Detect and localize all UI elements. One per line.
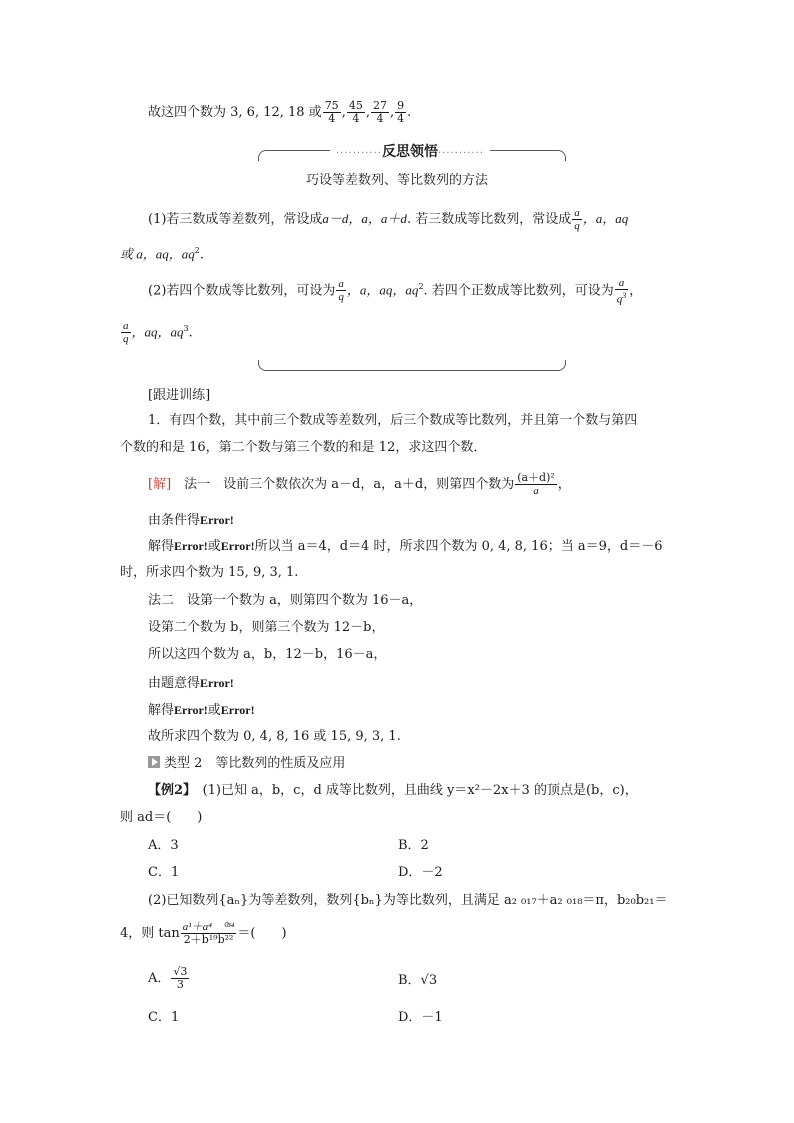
method-2-line-5: 解得Error!或Error!: [148, 703, 255, 718]
method-2-line-1: 法二 设第一个数为 a，则第四个数为 16－a，: [148, 593, 423, 608]
example-2-q2: (2)已知数列{aₙ}为等差数列，数列{bₙ}为等比数列，且满足 a₂ ₀₁₇＋a₂ ₀₁₈＝π，b₂₀b₂₁＝: [148, 893, 668, 908]
banner-title: 反思领悟: [381, 144, 438, 160]
option-D: D．－2: [398, 865, 443, 880]
play-arrow-icon: [148, 756, 160, 768]
option-B: B．2: [398, 838, 429, 853]
example-2-q1: 【例2】 (1)已知 a，b，c，d 成等比数列，且曲线 y＝x²－2x＋3 的顶点是(b，c)，: [148, 783, 638, 798]
question-1-line-2: 个数的和是 16，第二个数与第三个数的和是 12，求这四个数．: [120, 440, 487, 455]
type-heading: 类型 2 等比数列的性质及应用: [148, 755, 345, 773]
example-2-q1-cont: 则 ad＝( ): [120, 810, 203, 825]
box-paragraph-1-cont: 或 a，aq，$aq^2$.: [120, 246, 204, 263]
fraction: $\frac{75}{4}$: [324, 99, 339, 125]
box-paragraph-2: (2)若四个数成等比数列，可设为 $\frac{a}{q}$ ，a，aq，$aq^2$. 若四个正数成等比数列，可设为 $\frac{a}{q^3}$ ，: [148, 276, 643, 306]
method-2-line-6: 故所求四个数为 0, 4, 8, 16 或 15, 9, 3, 1.: [148, 729, 401, 744]
option2-D: D．－1: [398, 1010, 443, 1025]
solution-result: 解得Error!或Error!所以当 a＝4，d＝4 时，所求四个数为 0, 4, 8, 16；当 a＝9，d＝－6: [148, 539, 663, 554]
box-subtitle: 巧设等差数列、等比数列的方法: [305, 173, 488, 188]
reflection-banner: [330, 141, 490, 161]
solution-method-1: [解] 法一 设前三个数依次为 a－d，a，a＋d，则第四个数为 $\frac{\text{(a＋d)²}}{a}$ ，: [148, 471, 571, 497]
question-1-line-1: 1．有四个数，其中前三个数成等差数列，后三个数成等比数列，并且第一个数与第四: [148, 413, 638, 428]
dots-left: ···········: [336, 148, 382, 159]
solution-condition: 由条件得Error!: [148, 513, 234, 528]
box-paragraph-2-cont: $\frac{a}{q}$ ，aq，$aq^3$.: [123, 320, 193, 346]
fraction: $\frac{27}{4}$: [372, 99, 387, 125]
option2-B: B．√3: [398, 973, 438, 988]
solution-result-cont: 时，所求四个数为 15, 9, 3, 1.: [120, 565, 299, 580]
option2-A: A． $\frac{√3}{3}$: [148, 965, 188, 991]
example-2-q2-cont: 4，则 tan $\frac{\text{a¹＋a⁴ ⁰³⁴}}{\text{2＋b¹⁹b²²}}$ ＝( ): [120, 921, 287, 946]
solution-label: [解]: [148, 477, 172, 492]
fraction: $\frac{45}{4}$: [348, 99, 363, 125]
method-2-line-2: 设第二个数为 b，则第三个数为 12－b，: [148, 620, 385, 635]
method-2-line-3: 所以这四个数为 a，b，12－b，16－a，: [148, 647, 387, 662]
dots-right: ···········: [437, 148, 484, 159]
method-2-line-4: 由题意得Error!: [148, 676, 234, 691]
option2-C: C．1: [148, 1010, 180, 1025]
option-C: C．1: [148, 865, 180, 880]
fraction: $\frac{9}{4}$: [397, 99, 405, 125]
followup-label: [跟进训练]: [148, 388, 211, 403]
answer-text: 故这四个数为 3, 6, 12, 18 或: [148, 105, 322, 120]
box-paragraph-1: (1)若三数成等差数列，常设成a－d，a，a＋d. 若三数成等比数列，常设成 $\frac{a}{q}$ ，a，aq: [148, 207, 629, 232]
reflection-box-bottom: [258, 360, 566, 371]
answer-line: 故这四个数为 3, 6, 12, 18 或 $\frac{75}{4}$ , $\frac{45}{4}$ , $\frac{27}{4}$ , $\frac{9}{4}$ .: [148, 99, 412, 125]
option-A: A．3: [148, 838, 179, 853]
